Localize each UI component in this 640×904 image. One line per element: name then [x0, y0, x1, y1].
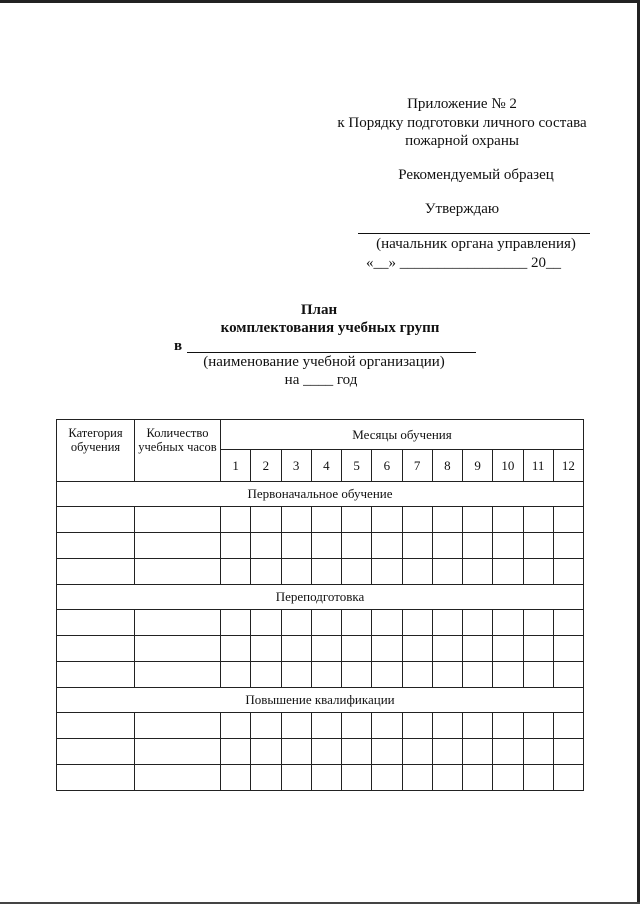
appendix-label: Приложение № 2	[407, 96, 517, 112]
month-cell[interactable]	[311, 533, 341, 559]
month-header: 5	[342, 450, 372, 482]
month-cell[interactable]	[281, 662, 311, 688]
month-header: 7	[402, 450, 432, 482]
table-row	[57, 662, 584, 688]
month-cell[interactable]	[221, 713, 251, 739]
hours-cell[interactable]	[135, 507, 221, 533]
hours-cell[interactable]	[135, 765, 221, 791]
hours-cell[interactable]	[135, 636, 221, 662]
hours-cell[interactable]	[135, 559, 221, 585]
month-cell[interactable]	[311, 662, 341, 688]
month-cell[interactable]	[342, 610, 372, 636]
month-cell[interactable]	[251, 662, 281, 688]
category-cell[interactable]	[57, 713, 135, 739]
month-header: 9	[463, 450, 493, 482]
month-cell[interactable]	[311, 636, 341, 662]
month-cell[interactable]	[342, 765, 372, 791]
month-cell[interactable]	[221, 533, 251, 559]
org-prefix: в	[174, 338, 183, 354]
month-header: 3	[281, 450, 311, 482]
month-cell[interactable]	[281, 533, 311, 559]
month-cell[interactable]	[463, 713, 493, 739]
month-cell[interactable]	[221, 610, 251, 636]
month-cell[interactable]	[372, 610, 402, 636]
month-header: 4	[311, 450, 341, 482]
month-cell[interactable]	[251, 765, 281, 791]
page-border	[0, 0, 640, 3]
month-cell[interactable]	[311, 610, 341, 636]
month-cell[interactable]	[311, 765, 341, 791]
month-cell[interactable]	[342, 533, 372, 559]
table-row	[57, 559, 584, 585]
month-header: 11	[523, 450, 553, 482]
month-cell[interactable]	[311, 559, 341, 585]
month-cell[interactable]	[553, 765, 583, 791]
month-cell[interactable]	[372, 636, 402, 662]
date-line: «__» _________________ 20__	[366, 255, 561, 271]
month-cell[interactable]	[402, 713, 432, 739]
month-cell[interactable]	[342, 507, 372, 533]
month-cell[interactable]	[251, 507, 281, 533]
month-cell[interactable]	[523, 507, 553, 533]
month-cell[interactable]	[432, 533, 462, 559]
category-cell[interactable]	[57, 662, 135, 688]
plan-title: План	[300, 302, 338, 318]
month-cell[interactable]	[553, 636, 583, 662]
month-cell[interactable]	[402, 662, 432, 688]
month-cell[interactable]	[402, 507, 432, 533]
recommended-sample-label: Рекомендуемый образец	[398, 167, 554, 183]
month-cell[interactable]	[493, 636, 523, 662]
month-cell[interactable]	[432, 739, 462, 765]
hours-cell[interactable]	[135, 713, 221, 739]
hours-cell[interactable]	[135, 662, 221, 688]
month-cell[interactable]	[432, 765, 462, 791]
month-cell[interactable]	[251, 636, 281, 662]
month-cell[interactable]	[523, 713, 553, 739]
month-cell[interactable]	[523, 739, 553, 765]
month-cell[interactable]	[463, 636, 493, 662]
month-header: 1	[221, 450, 251, 482]
month-cell[interactable]	[311, 739, 341, 765]
month-cell[interactable]	[463, 765, 493, 791]
month-header: 8	[432, 450, 462, 482]
month-cell[interactable]	[372, 765, 402, 791]
month-cell[interactable]	[342, 662, 372, 688]
month-cell[interactable]	[463, 533, 493, 559]
month-cell[interactable]	[493, 507, 523, 533]
month-header: 10	[493, 450, 523, 482]
section-header: Переподготовка	[57, 585, 584, 610]
month-cell[interactable]	[251, 533, 281, 559]
table-row	[57, 765, 584, 791]
month-cell[interactable]	[281, 765, 311, 791]
month-cell[interactable]	[281, 559, 311, 585]
approve-label: Утверждаю	[424, 201, 500, 217]
month-cell[interactable]	[432, 559, 462, 585]
month-cell[interactable]	[221, 739, 251, 765]
month-cell[interactable]	[402, 739, 432, 765]
category-cell[interactable]	[57, 533, 135, 559]
month-cell[interactable]	[553, 559, 583, 585]
category-cell[interactable]	[57, 559, 135, 585]
month-cell[interactable]	[281, 507, 311, 533]
month-cell[interactable]	[281, 636, 311, 662]
month-cell[interactable]	[493, 739, 523, 765]
month-cell[interactable]	[463, 507, 493, 533]
table-row	[57, 533, 584, 559]
month-cell[interactable]	[281, 713, 311, 739]
head-caption: (начальник органа управления)	[376, 236, 576, 252]
month-cell[interactable]	[281, 739, 311, 765]
month-cell[interactable]	[553, 662, 583, 688]
signature-line	[358, 233, 590, 234]
hours-cell[interactable]	[135, 739, 221, 765]
month-cell[interactable]	[402, 610, 432, 636]
month-cell[interactable]	[311, 507, 341, 533]
month-cell[interactable]	[402, 559, 432, 585]
training-plan-table	[56, 419, 583, 791]
fire-guard-label: пожарной охраны	[405, 133, 519, 149]
month-cell[interactable]	[402, 636, 432, 662]
month-cell[interactable]	[493, 662, 523, 688]
month-cell[interactable]	[251, 739, 281, 765]
section-header: Первоначальное обучение	[57, 482, 584, 507]
month-cell[interactable]	[372, 507, 402, 533]
month-cell[interactable]	[523, 765, 553, 791]
month-cell[interactable]	[493, 765, 523, 791]
month-cell[interactable]	[402, 533, 432, 559]
month-cell[interactable]	[251, 610, 281, 636]
month-cell[interactable]	[463, 559, 493, 585]
month-cell[interactable]	[221, 559, 251, 585]
category-cell[interactable]	[57, 636, 135, 662]
month-cell[interactable]	[221, 636, 251, 662]
category-cell[interactable]	[57, 739, 135, 765]
hours-cell[interactable]	[135, 610, 221, 636]
month-cell[interactable]	[372, 739, 402, 765]
month-cell[interactable]	[251, 713, 281, 739]
month-cell[interactable]	[342, 739, 372, 765]
org-name-line	[187, 352, 476, 353]
month-cell[interactable]	[221, 765, 251, 791]
month-cell[interactable]	[311, 713, 341, 739]
month-cell[interactable]	[342, 559, 372, 585]
month-cell[interactable]	[523, 662, 553, 688]
category-cell[interactable]	[57, 610, 135, 636]
column-header-hours: Количество учебных часов	[135, 420, 221, 482]
order-reference: к Порядку подготовки личного состава	[337, 115, 587, 131]
hours-cell[interactable]	[135, 533, 221, 559]
month-cell[interactable]	[432, 610, 462, 636]
month-cell[interactable]	[493, 559, 523, 585]
month-cell[interactable]	[281, 610, 311, 636]
month-cell[interactable]	[432, 507, 462, 533]
month-header: 6	[372, 450, 402, 482]
section-header: Повышение квалификации	[57, 688, 584, 713]
month-cell[interactable]	[251, 559, 281, 585]
month-cell[interactable]	[372, 533, 402, 559]
month-cell[interactable]	[372, 662, 402, 688]
month-cell[interactable]	[523, 559, 553, 585]
table-row	[57, 713, 584, 739]
month-cell[interactable]	[493, 533, 523, 559]
table-row	[57, 739, 584, 765]
month-cell[interactable]	[221, 662, 251, 688]
category-cell[interactable]	[57, 507, 135, 533]
month-cell[interactable]	[493, 713, 523, 739]
month-cell[interactable]	[432, 636, 462, 662]
category-cell[interactable]	[57, 765, 135, 791]
month-header: 12	[553, 450, 583, 482]
month-header: 2	[251, 450, 281, 482]
month-cell[interactable]	[432, 662, 462, 688]
month-cell[interactable]	[523, 636, 553, 662]
month-cell[interactable]	[553, 713, 583, 739]
month-cell[interactable]	[523, 533, 553, 559]
month-cell[interactable]	[553, 507, 583, 533]
month-cell[interactable]	[372, 559, 402, 585]
month-cell[interactable]	[553, 533, 583, 559]
month-cell[interactable]	[342, 713, 372, 739]
month-cell[interactable]	[432, 713, 462, 739]
month-cell[interactable]	[553, 739, 583, 765]
month-cell[interactable]	[402, 765, 432, 791]
column-header-category: Категория обучения	[57, 420, 135, 482]
month-cell[interactable]	[553, 610, 583, 636]
table-row	[57, 636, 584, 662]
year-line: на ____ год	[284, 372, 358, 388]
month-cell[interactable]	[342, 636, 372, 662]
month-cell[interactable]	[463, 662, 493, 688]
month-cell[interactable]	[221, 507, 251, 533]
month-cell[interactable]	[493, 610, 523, 636]
table-row	[57, 507, 584, 533]
column-header-months: Месяцы обучения	[221, 420, 584, 450]
month-cell[interactable]	[463, 610, 493, 636]
org-caption: (наименование учебной организации)	[203, 354, 445, 370]
month-cell[interactable]	[372, 713, 402, 739]
month-cell[interactable]	[463, 739, 493, 765]
plan-subtitle: комплектования учебных групп	[220, 320, 440, 336]
table-row	[57, 610, 584, 636]
month-cell[interactable]	[523, 610, 553, 636]
